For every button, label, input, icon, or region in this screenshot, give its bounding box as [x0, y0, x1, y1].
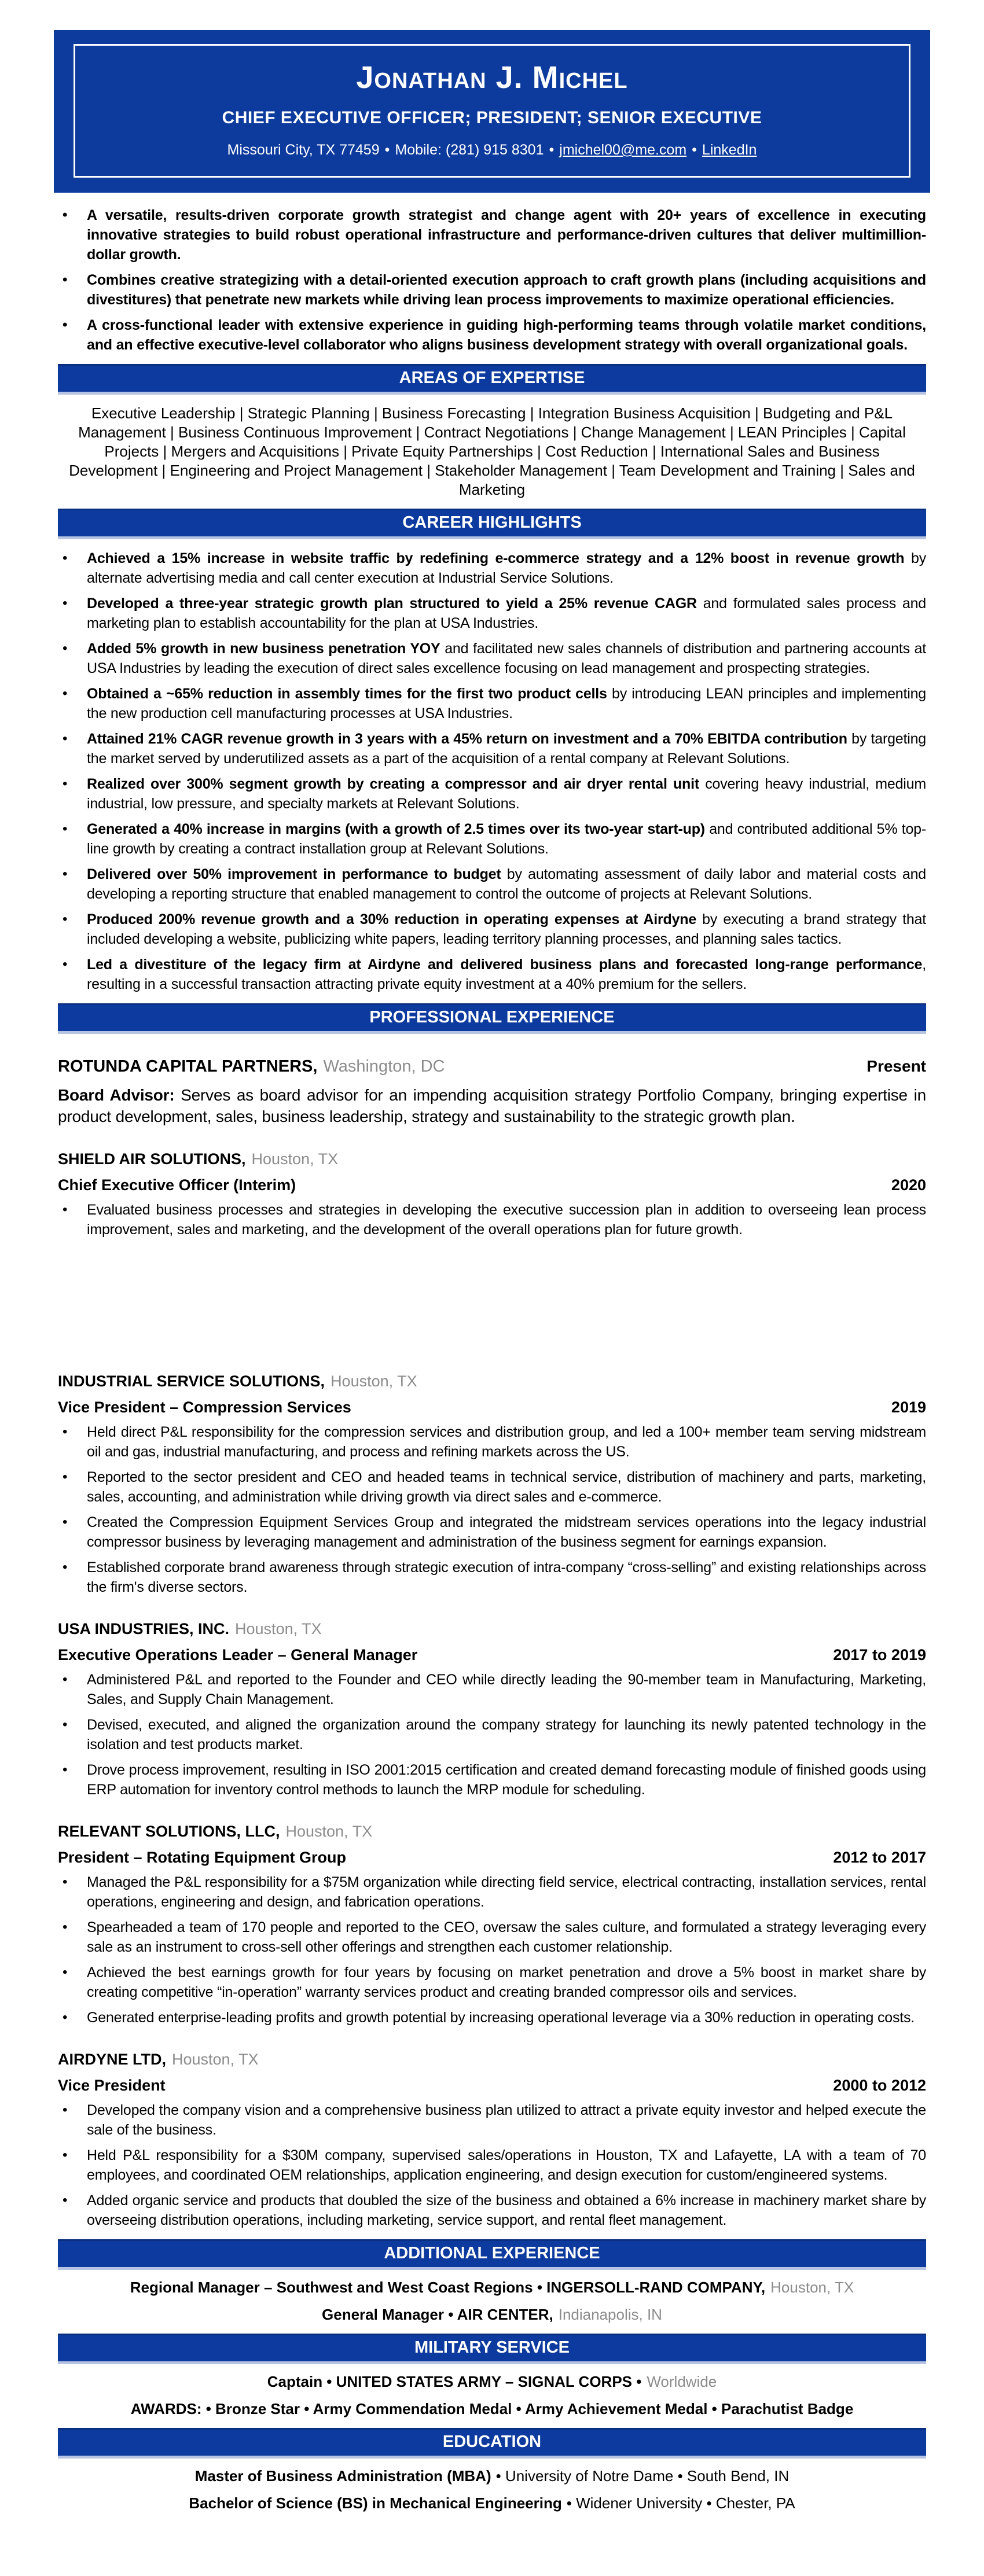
- job-bullet: • Drove process improvement, resulting in ISO 2001:2015 certification and created demand forecasting module of finished goods using ERP automation for inventory control methods to launch the MRP module for scheduling.: [58, 1760, 926, 1799]
- education-line: [58, 2467, 926, 2486]
- company-name: AIRDYNE LTD,: [58, 2051, 166, 2068]
- company-line: [58, 2051, 926, 2069]
- company-location: Houston, TX: [251, 1150, 339, 1168]
- highlight-item: [58, 639, 926, 678]
- job-bullet: • Evaluated business processes and strategies in developing the executive succession plan in addition to overseeing lean process improvement, sales and marketing, and the development of the overall operations plan for future growth.: [58, 1200, 926, 1239]
- section-banner-additional-experience: [58, 2239, 926, 2270]
- highlight-item: [58, 594, 926, 633]
- job-bullet-list: [58, 2100, 926, 2230]
- job-bullet: • Held P&L responsibility for a $30M company, supervised sales/operations in Houston, TX and Lafayette, LA with a team of 70 employees, and coordinated OEM relationships, application engineering, and design execution for custom/engineered systems.: [58, 2146, 926, 2185]
- highlight-item: [58, 774, 926, 814]
- highlight-detail: and formulated sales process and marketing plan to establish accountability for the plan at USA Industries.: [87, 595, 926, 631]
- section-banner-education: [58, 2428, 926, 2459]
- job-bullet: • Developed the company vision and a comprehensive business plan utilized to attract a private equity investor and helped execute the sale of the business.: [58, 2100, 926, 2140]
- email-link[interactable]: jmichel00@me.com: [559, 142, 687, 158]
- section-banner-professional-experience: [58, 1003, 926, 1034]
- separator-dot: •: [549, 142, 555, 158]
- resume-page: [0, 30, 984, 2513]
- job-relevant-solutions: [58, 1823, 926, 2027]
- job-role: President – Rotating Equipment Group: [58, 1849, 347, 1866]
- additional-experience-line: [58, 2278, 926, 2297]
- degree-school: • Widener University • Chester, PA: [566, 2494, 795, 2512]
- section-banner-military-service: [58, 2334, 926, 2364]
- role-line: [58, 1399, 926, 1416]
- company-location: Houston, TX: [285, 1823, 373, 1840]
- job-industrial-service-solutions: [58, 1372, 926, 1597]
- highlight-detail: by targeting the market served by underutilized assets as a part of the acquisition of a rental company at Relevant Solutions.: [87, 731, 926, 767]
- degree-name: Bachelor of Science (BS) in Mechanical Engineering: [189, 2494, 562, 2512]
- job-date: 2019: [891, 1399, 926, 1416]
- highlight-detail: by introducing LEAN principles and implementing the new production cell manufacturing processes at USA Industries.: [87, 686, 926, 722]
- company-line: [58, 1150, 926, 1168]
- job-bullet-list: [58, 1670, 926, 1799]
- blue-artifact-mark: [65, 35, 69, 53]
- expertise-text: Executive Leadership | Strategic Planning | Business Forecasting | Integration Business Acquisition | Budgeting and P&L Management | Business Continuous Improvement | Contract Negotiations | Change Management | LEAN Principles | Capital Projects | Mergers and Acquisitions | Private Equity Partnerships | Cost Reduction | International Sales and Business Development | Engineering and Project Management | Stakeholder Management | Team Development and Training | Sales and Marketing: [69, 404, 915, 498]
- additional-location: Houston, TX: [770, 2279, 854, 2296]
- company-location: Houston, TX: [172, 2051, 259, 2068]
- job-bullet-list: [58, 1422, 926, 1597]
- highlight-detail: and facilitated new sales channels of distribution and partnering accounts at USA Industries by leading the execution of direct sales excellence focusing on lead management and prospecting strategies.: [87, 641, 926, 676]
- job-role: Vice President – Compression Services: [58, 1399, 351, 1416]
- highlight-item: [58, 684, 926, 723]
- section-title: CAREER HIGHLIGHTS: [402, 513, 582, 532]
- company-line: [58, 1372, 926, 1390]
- highlight-detail: by executing a brand strategy that included developing a website, publicizing white papers, leading territory planning processes, and planning sales tactics.: [87, 911, 926, 947]
- section-banner-career-highlights: [58, 509, 926, 539]
- highlight-detail: and contributed additional 5% top-line growth by creating a contract installation group at Relevant Solutions.: [87, 821, 926, 857]
- job-role: Executive Operations Leader – General Manager: [58, 1646, 418, 1664]
- company-name: SHIELD AIR SOLUTIONS,: [58, 1150, 246, 1168]
- header-inner-frame: [74, 44, 910, 178]
- highlight-lead: Achieved a 15% increase in website traffic by redefining e-commerce strategy and a 12% boost in revenue growth: [87, 550, 905, 566]
- additional-role-company: General Manager • AIR CENTER,: [322, 2306, 553, 2323]
- summary-item: • Combines creative strategizing with a detail-oriented execution approach to craft growth plans (including acquisitions and divestitures) that penetrate new markets while driving lean process improvements to maximize operational efficiencies.: [58, 270, 926, 310]
- highlight-detail: by alternate advertising media and call center execution at Industrial Service Solutions.: [87, 550, 926, 586]
- separator-dot: •: [384, 142, 390, 158]
- page-break-gap: [58, 1245, 926, 1349]
- contact-location: Missouri City, TX 77459: [227, 142, 380, 158]
- section-title: AREAS OF EXPERTISE: [399, 369, 585, 387]
- job-bullet: • Held direct P&L responsibility for the compression services and distribution group, and led a 100+ member team serving midstream oil and gas, industrial manufacturing, and process and refining markets across the US.: [58, 1422, 926, 1462]
- job-bullet: • Administered P&L and reported to the Founder and CEO while directly leading the 90-member team in Manufacturing, Marketing, Sales, and Supply Chain Management.: [58, 1670, 926, 1709]
- highlight-lead: Obtained a ~65% reduction in assembly times for the first two product cells: [87, 686, 607, 702]
- company-location-group: [58, 1057, 445, 1076]
- highlight-detail: by automating assessment of daily labor and material costs and developing a reporting structure that enabled management to control the outcome of projects at Relevant Solutions.: [87, 866, 926, 902]
- job-paragraph: [58, 1084, 926, 1127]
- company-line: [58, 1057, 926, 1076]
- contact-mobile: Mobile: (281) 915 8301: [395, 142, 544, 158]
- job-date: 2017 to 2019: [833, 1646, 926, 1664]
- job-bullet: • Generated enterprise-leading profits and growth potential by increasing operational leverage via a 30% reduction in operating costs.: [58, 2008, 926, 2027]
- summary-item: • A cross-functional leader with extensive experience in guiding high-performing teams through volatile market conditions, and an effective executive-level collaborator who aligns business development strategy with overall organizational goals.: [58, 315, 926, 355]
- military-service-line: [58, 2372, 926, 2391]
- job-bullet: • Established corporate brand awareness through strategic execution of intra-company “cross-selling” and existing relationships across the firm's diverse sectors.: [58, 1558, 926, 1597]
- role-line: [58, 1176, 926, 1194]
- job-date: 2020: [891, 1176, 926, 1194]
- role-line: [58, 1646, 926, 1664]
- company-location: Houston, TX: [331, 1372, 417, 1390]
- role-line: [58, 1849, 926, 1867]
- highlight-lead: Realized over 300% segment growth by creating a compressor and air dryer rental unit: [87, 776, 699, 792]
- additional-role-company: Regional Manager – Southwest and West Coast Regions • INGERSOLL-RAND COMPANY,: [130, 2279, 766, 2296]
- linkedin-link[interactable]: LinkedIn: [702, 142, 757, 158]
- job-bullet: • Devised, executed, and aligned the organization around the company strategy for launching its newly patented technology in the isolation and test products market.: [58, 1715, 926, 1754]
- contact-line: [87, 142, 897, 159]
- military-location: Worldwide: [647, 2373, 717, 2390]
- section-title: MILITARY SERVICE: [414, 2338, 570, 2357]
- separator-dot: •: [692, 142, 697, 158]
- highlight-lead: Delivered over 50% improvement in performance to budget: [87, 866, 501, 882]
- job-bullet: • Achieved the best earnings growth for four years by focusing on market penetration and drove a 5% boost in market share by creating competitive “in-operation” warranty services product and creating branded compressor oils and services.: [58, 1963, 926, 2002]
- highlight-item: [58, 910, 926, 949]
- section-title: EDUCATION: [442, 2433, 542, 2451]
- job-bullet-list: [58, 1872, 926, 2027]
- job-bullet: • Added organic service and products that doubled the size of the business and obtained a 6% increase in machinery market share by overseeing distribution operations, including marketing, service support, and rental fleet management.: [58, 2191, 926, 2230]
- military-awards: AWARDS: • Bronze Star • Army Commendation Medal • Army Achievement Medal • Parachutist Badge: [130, 2400, 854, 2417]
- degree-name: Master of Business Administration (MBA): [194, 2467, 491, 2485]
- company-name: ROTUNDA CAPITAL PARTNERS,: [58, 1057, 318, 1076]
- section-title: PROFESSIONAL EXPERIENCE: [369, 1008, 615, 1026]
- company-name: USA INDUSTRIES, INC.: [58, 1620, 230, 1637]
- summary-list: [58, 205, 926, 355]
- summary-item: • A versatile, results-driven corporate growth strategist and change agent with 20+ years of excellence in executing innovative strategies to build robust operational infrastructure and performance-driven cultures that deliver multimillion-dollar growth.: [58, 205, 926, 264]
- additional-experience-line: [58, 2305, 926, 2324]
- highlight-detail: covering heavy industrial, medium industrial, low pressure, and specialty markets at Relevant Solutions.: [87, 776, 926, 812]
- highlight-lead: Added 5% growth in new business penetration YOY: [87, 641, 440, 657]
- job-usa-industries: [58, 1620, 926, 1799]
- job-airdyne: [58, 2051, 926, 2230]
- job-role: Vice President: [58, 2077, 166, 2094]
- company-line: [58, 1620, 926, 1638]
- company-location: Houston, TX: [235, 1620, 322, 1637]
- role-line: [58, 2077, 926, 2095]
- highlight-lead: Developed a three-year strategic growth plan structured to yield a 25% revenue CAGR: [87, 595, 697, 612]
- highlights-list: [58, 549, 926, 994]
- highlight-detail: , resulting in a successful transaction attracting private equity investment at a 40% premium for the sellers.: [87, 956, 926, 992]
- job-role: Chief Executive Officer (Interim): [58, 1176, 296, 1194]
- military-rank-branch: Captain • UNITED STATES ARMY – SIGNAL CORPS •: [267, 2373, 642, 2390]
- job-bullet: • Spearheaded a team of 170 people and reported to the CEO, oversaw the sales culture, and formulated a strategy leveraging every sale as an instrument to cross-sell other offerings and strengthen each customer relationship.: [58, 1918, 926, 1957]
- highlight-item: [58, 864, 926, 904]
- company-location: Washington, DC: [323, 1057, 445, 1076]
- highlight-lead: Led a divestiture of the legacy firm at Airdyne and delivered business plans and forecasted long-range performance: [87, 956, 923, 973]
- highlight-item: [58, 819, 926, 859]
- section-title: ADDITIONAL EXPERIENCE: [384, 2244, 600, 2262]
- job-date: 2000 to 2012: [833, 2077, 926, 2094]
- job-rotunda-capital-partners: [58, 1057, 926, 1127]
- job-date: 2012 to 2017: [833, 1849, 926, 1866]
- job-date: Present: [866, 1057, 926, 1075]
- company-name: RELEVANT SOLUTIONS, LLC,: [58, 1823, 280, 1840]
- highlight-lead: Generated a 40% increase in margins (with a growth of 2.5 times over its two-year start-up): [87, 821, 705, 837]
- job-bullet-list: [58, 1200, 926, 1239]
- job-paragraph-lead: Board Advisor:: [58, 1086, 175, 1104]
- candidate-name: Jonathan J. Michel: [356, 60, 628, 95]
- job-bullet: • Managed the P&L responsibility for a $75M organization while directing field service, electrical contracting, installation services, rental operations, engineering and design, and fabrication operations.: [58, 1872, 926, 1912]
- company-line: [58, 1823, 926, 1841]
- highlight-item: [58, 729, 926, 768]
- candidate-title: CHIEF EXECUTIVE OFFICER; PRESIDENT; SENIOR EXECUTIVE: [222, 108, 762, 127]
- header-box: [54, 30, 930, 193]
- highlight-lead: Attained 21% CAGR revenue growth in 3 years with a 45% return on investment and a 70% EBITDA contribution: [87, 731, 847, 747]
- education-line: [58, 2494, 926, 2513]
- job-bullet: • Created the Compression Equipment Services Group and integrated the midstream services operations into the legacy industrial compressor business by leveraging management and administration of the business segment for earnings expansion.: [58, 1513, 926, 1552]
- highlight-item: [58, 549, 926, 588]
- company-name: INDUSTRIAL SERVICE SOLUTIONS,: [58, 1372, 325, 1390]
- degree-school: • University of Notre Dame • South Bend, IN: [495, 2467, 790, 2485]
- additional-location: Indianapolis, IN: [558, 2306, 662, 2323]
- job-shield-air-solutions: [58, 1150, 926, 1239]
- highlight-item: [58, 955, 926, 994]
- section-banner-areas-of-expertise: [58, 364, 926, 395]
- job-paragraph-detail: Serves as board advisor for an impending acquisition strategy Portfolio Company, bringing expertise in product development, sales, business leadership, strategy and sustainability to the strategic growth plan.: [58, 1086, 926, 1125]
- highlight-lead: Produced 200% revenue growth and a 30% reduction in operating expenses at Airdyne: [87, 911, 697, 928]
- job-bullet: • Reported to the sector president and CEO and headed teams in technical service, distribution of machinery and parts, marketing, sales, accounting, and administration while driving growth via direct sales and e-commerce.: [58, 1467, 926, 1507]
- military-awards-line: [58, 2400, 926, 2419]
